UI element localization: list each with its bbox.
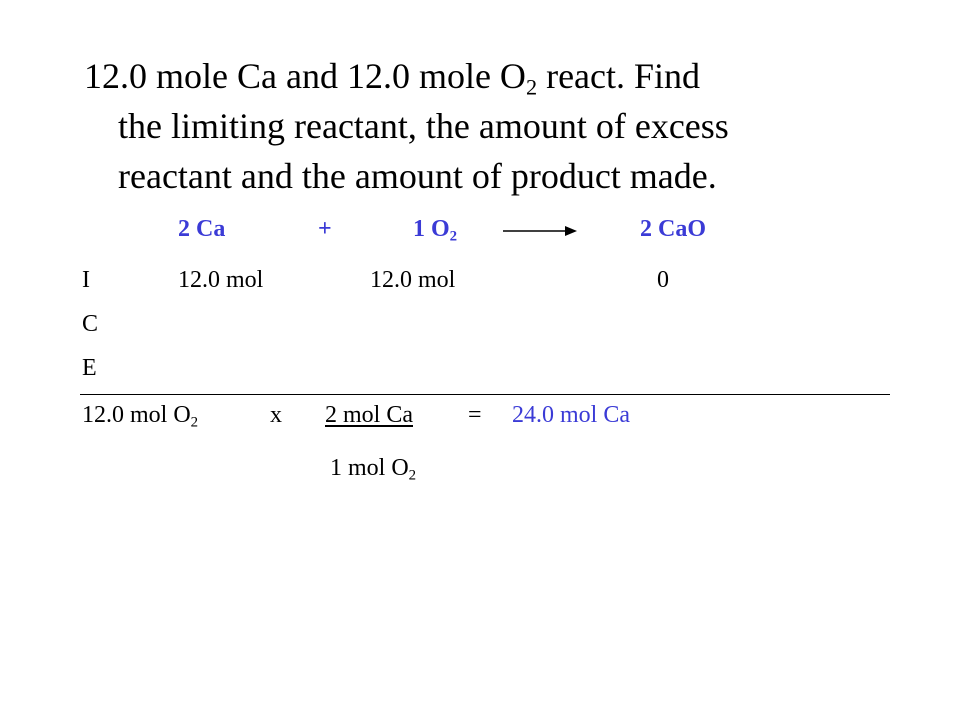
calc-denominator-subscript: 2 xyxy=(408,467,417,484)
equation-reactant-2-text: 1 O xyxy=(413,216,450,242)
equation-product: 2 CaO xyxy=(640,216,706,242)
calc-times: x xyxy=(270,402,282,428)
ice-initial-ca: 12.0 mol xyxy=(178,267,264,293)
problem-line-1-text-a: 12.0 mole Ca and 12.0 mole O xyxy=(84,56,526,96)
equation-reactant-2 xyxy=(413,216,457,243)
problem-line-3: reactant and the amount of product made. xyxy=(118,156,717,196)
reaction-arrow-icon xyxy=(503,224,583,238)
o2-subscript: 2 xyxy=(525,74,538,100)
divider-line xyxy=(80,394,890,395)
calc-equals: = xyxy=(468,402,482,428)
ice-label-c: C xyxy=(82,311,99,337)
calc-given xyxy=(82,402,198,429)
ice-initial-o2: 12.0 mol xyxy=(370,267,456,293)
problem-line-1 xyxy=(84,55,701,100)
calc-numerator: 2 mol Ca xyxy=(325,402,413,428)
equation-plus: + xyxy=(318,216,332,242)
calc-given-subscript: 2 xyxy=(190,414,199,431)
equation-reactant-2-subscript: 2 xyxy=(449,228,458,245)
ice-label-e: E xyxy=(82,355,97,381)
ice-initial-cao: 0 xyxy=(657,267,669,293)
calc-given-text: 12.0 mol O xyxy=(82,402,191,428)
calc-denominator xyxy=(330,455,416,482)
calc-result: 24.0 mol Ca xyxy=(512,402,630,428)
ice-label-i: I xyxy=(82,267,90,293)
calc-denominator-text: 1 mol O xyxy=(330,455,409,481)
equation-reactant-1: 2 Ca xyxy=(178,216,226,242)
problem-line-2: the limiting reactant, the amount of excess xyxy=(118,106,729,146)
problem-line-1-text-b: react. Find xyxy=(537,56,701,96)
